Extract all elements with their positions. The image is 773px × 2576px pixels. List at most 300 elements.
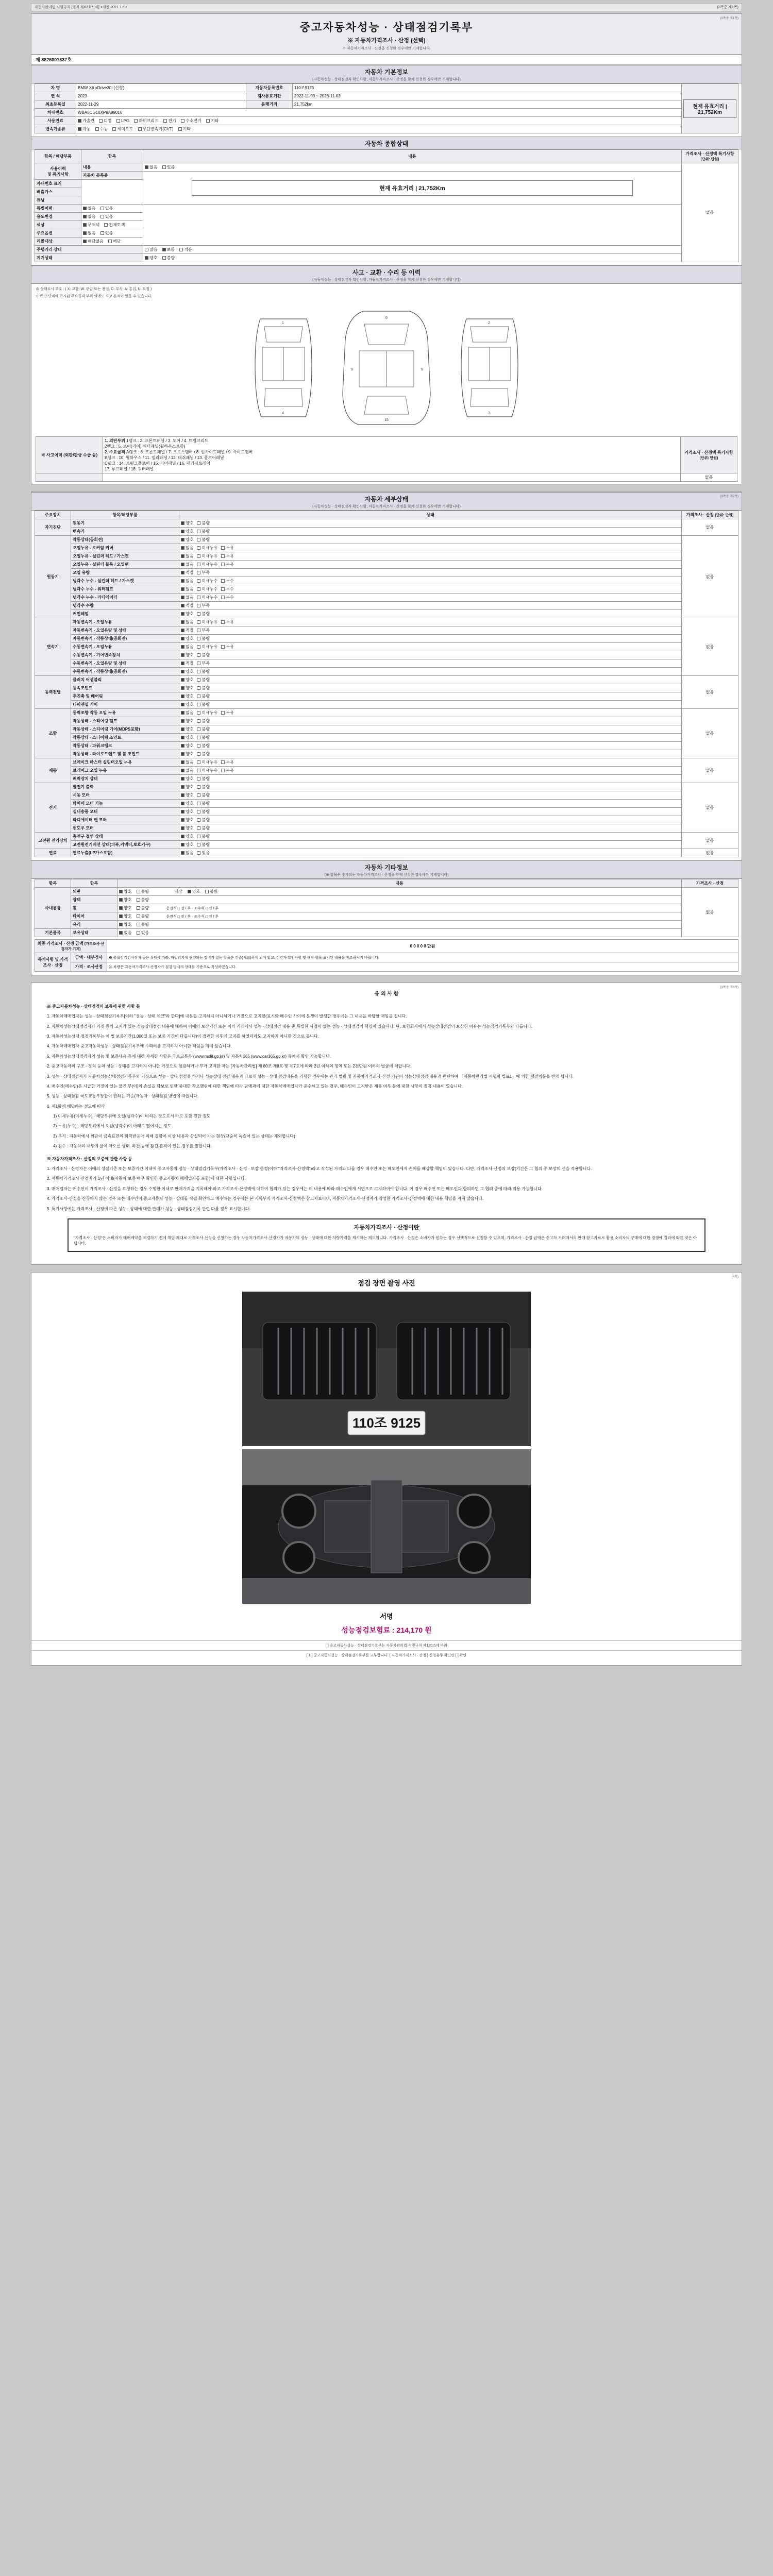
checkbox-icon[interactable] bbox=[162, 256, 166, 260]
checkbox-icon[interactable] bbox=[197, 818, 200, 822]
opt[interactable]: 없음 bbox=[181, 553, 193, 559]
opt[interactable]: 불량 bbox=[137, 922, 149, 927]
opt[interactable]: 불량 bbox=[197, 529, 209, 534]
checkbox-icon[interactable] bbox=[197, 851, 200, 855]
opt[interactable]: 불량 bbox=[197, 677, 209, 683]
opt[interactable]: 불량 bbox=[197, 751, 209, 757]
checkbox-icon[interactable] bbox=[181, 530, 184, 533]
opt[interactable]: 불량 bbox=[197, 792, 209, 798]
checkbox-icon[interactable] bbox=[181, 777, 184, 781]
detail-item-options bbox=[179, 833, 682, 841]
opt[interactable]: 양호 bbox=[119, 889, 131, 894]
opt[interactable]: 미세누수 bbox=[197, 595, 217, 600]
opt[interactable]: 양호 bbox=[181, 693, 193, 699]
opt[interactable]: 양호 bbox=[181, 726, 193, 732]
opt[interactable]: 양호 bbox=[181, 743, 193, 749]
checkbox-icon[interactable] bbox=[197, 521, 200, 525]
checkbox-icon[interactable] bbox=[181, 662, 184, 665]
svg-text:2: 2 bbox=[488, 321, 490, 326]
checkbox-icon[interactable] bbox=[181, 818, 184, 822]
checkbox-icon[interactable] bbox=[197, 785, 200, 789]
checkbox-icon[interactable] bbox=[197, 777, 200, 781]
checkbox-icon[interactable] bbox=[221, 760, 225, 764]
opt[interactable]: 전체도색 bbox=[104, 222, 125, 228]
section-band-etc bbox=[31, 860, 742, 879]
overall-item-label: 주요옵션 bbox=[35, 229, 81, 238]
opt[interactable]: 양호 bbox=[181, 520, 193, 526]
checkbox-icon[interactable] bbox=[108, 240, 112, 243]
checkbox-icon[interactable] bbox=[119, 906, 123, 910]
checkbox-icon[interactable] bbox=[221, 563, 225, 566]
checkbox-icon[interactable] bbox=[138, 127, 142, 131]
checkbox-icon[interactable] bbox=[197, 645, 200, 649]
checkbox-icon[interactable] bbox=[221, 645, 225, 649]
checkbox-icon[interactable] bbox=[181, 637, 184, 640]
opt[interactable]: 양호 bbox=[181, 636, 193, 641]
opt[interactable]: 양호 bbox=[119, 897, 131, 903]
opt[interactable]: 양호 bbox=[181, 842, 193, 848]
checkbox-icon[interactable] bbox=[197, 703, 200, 706]
checkbox-icon[interactable] bbox=[181, 579, 184, 583]
opt[interactable]: 부족 bbox=[197, 660, 209, 666]
opt[interactable]: 없음 bbox=[181, 562, 193, 567]
checkbox-icon[interactable] bbox=[163, 119, 167, 123]
fuel-option[interactable]: 디젤 bbox=[99, 118, 111, 124]
checkbox-icon[interactable] bbox=[181, 629, 184, 632]
checkbox-icon[interactable] bbox=[119, 914, 123, 918]
opt[interactable]: 없음 bbox=[83, 214, 95, 219]
checkbox-icon[interactable] bbox=[137, 906, 140, 910]
detail-group-name: 전기 bbox=[35, 783, 71, 833]
checkbox-icon[interactable] bbox=[181, 678, 184, 682]
detail-item-label: 브레이크 마스터 실린더오일 누유 bbox=[71, 758, 179, 767]
opt[interactable]: 양호 bbox=[181, 834, 193, 839]
opt[interactable]: 불량 bbox=[197, 537, 209, 543]
checkbox-icon[interactable] bbox=[197, 629, 200, 632]
checkbox-icon[interactable] bbox=[181, 604, 184, 607]
opt[interactable]: 없음 bbox=[181, 595, 193, 600]
overall-item-label: 자대번호 표기 bbox=[35, 180, 81, 188]
checkbox-icon[interactable] bbox=[197, 686, 200, 690]
fuel-option[interactable]: 전기 bbox=[163, 118, 176, 124]
trans-option[interactable]: 세미오토 bbox=[112, 126, 133, 132]
opt[interactable]: 보통 bbox=[162, 247, 175, 252]
opt[interactable]: 부족 bbox=[197, 603, 209, 608]
trans-option[interactable]: 기타 bbox=[178, 126, 191, 132]
checkbox-icon[interactable] bbox=[197, 620, 200, 624]
checkbox-icon[interactable] bbox=[197, 835, 200, 838]
opt[interactable]: 양호 bbox=[181, 685, 193, 691]
opt[interactable]: 양호 bbox=[119, 905, 131, 911]
opt[interactable]: 양호 bbox=[181, 652, 193, 658]
checkbox-icon[interactable] bbox=[119, 923, 123, 926]
checkbox-icon[interactable] bbox=[95, 127, 99, 131]
opt[interactable]: 불량 bbox=[197, 669, 209, 674]
trans-option[interactable]: 무단변속기(CVT) bbox=[138, 126, 174, 132]
checkbox-icon[interactable] bbox=[178, 127, 182, 131]
checkbox-icon[interactable] bbox=[181, 835, 184, 838]
table-row bbox=[35, 626, 738, 635]
opt[interactable]: 적음 bbox=[179, 247, 192, 252]
checkbox-icon[interactable] bbox=[119, 898, 123, 902]
opt[interactable]: 미세누유 bbox=[197, 545, 217, 551]
opt[interactable]: 불량 bbox=[197, 834, 209, 839]
checkbox-icon[interactable] bbox=[78, 119, 81, 123]
opt[interactable]: 없음 bbox=[181, 768, 193, 773]
opt[interactable]: 양호 bbox=[181, 825, 193, 831]
checkbox-icon[interactable] bbox=[83, 231, 87, 235]
opt[interactable]: 양호 bbox=[145, 255, 157, 261]
checkbox-icon[interactable] bbox=[221, 554, 225, 558]
checkbox-icon[interactable] bbox=[119, 890, 123, 893]
checkbox-icon[interactable] bbox=[206, 119, 210, 123]
checkbox-icon[interactable] bbox=[181, 727, 184, 731]
checkbox-icon[interactable] bbox=[197, 670, 200, 673]
opt[interactable]: 적정 bbox=[181, 628, 193, 633]
checkbox-icon[interactable] bbox=[181, 686, 184, 690]
checkbox-icon[interactable] bbox=[197, 843, 200, 846]
opt[interactable]: 불량 bbox=[197, 842, 209, 848]
overall-item-label: 용도변경 bbox=[35, 213, 81, 221]
opt[interactable]: 없음 bbox=[181, 644, 193, 650]
fuel-option[interactable]: 수소전기 bbox=[181, 118, 201, 124]
checkbox-icon[interactable] bbox=[197, 810, 200, 814]
opt[interactable]: 미세누유 bbox=[197, 768, 217, 773]
opt[interactable]: 양호 bbox=[181, 611, 193, 617]
detail-item-options bbox=[179, 808, 682, 816]
checkbox-icon[interactable] bbox=[181, 843, 184, 846]
detail-band-sub: (자동차성능 · 상태점검자 확인사항, 자동차가격조사 · 산정을 함께 신청한 경우에만 기재합니다) bbox=[312, 505, 461, 509]
opt[interactable]: 양호 bbox=[181, 669, 193, 674]
checkbox-icon[interactable] bbox=[162, 248, 166, 251]
trans-option[interactable]: 수동 bbox=[95, 126, 108, 132]
checkbox-icon[interactable] bbox=[197, 579, 200, 583]
checkbox-icon[interactable] bbox=[205, 890, 209, 893]
checkbox-icon[interactable] bbox=[197, 752, 200, 756]
checkbox-icon[interactable] bbox=[181, 554, 184, 558]
opt[interactable]: 불량 bbox=[137, 913, 149, 919]
opt[interactable]: 미세누유 bbox=[197, 619, 217, 625]
opt[interactable]: 불량 bbox=[197, 718, 209, 724]
opt[interactable]: 없음 bbox=[181, 710, 193, 716]
checkbox-icon[interactable] bbox=[100, 215, 104, 218]
fuel-option[interactable]: 기타 bbox=[206, 118, 219, 124]
opt[interactable]: 누유 bbox=[221, 759, 233, 765]
checkbox-icon[interactable] bbox=[83, 240, 87, 243]
opt[interactable]: 불량 bbox=[197, 784, 209, 790]
opt[interactable]: 불량 bbox=[197, 801, 209, 806]
opt[interactable]: 양호 bbox=[181, 792, 193, 798]
checkbox-icon[interactable] bbox=[181, 596, 184, 599]
checkbox-icon[interactable] bbox=[221, 769, 225, 772]
opt[interactable]: 없음 bbox=[181, 578, 193, 584]
checkbox-icon[interactable] bbox=[137, 914, 140, 918]
opt[interactable]: 누유 bbox=[221, 768, 233, 773]
opt[interactable]: 미세누수 bbox=[197, 578, 217, 584]
opt[interactable]: 양호 bbox=[181, 809, 193, 815]
svg-text:6: 6 bbox=[385, 316, 388, 320]
checkbox-icon[interactable] bbox=[181, 719, 184, 723]
opt[interactable]: 있음 bbox=[137, 930, 149, 936]
checkbox-icon[interactable] bbox=[134, 119, 138, 123]
checkbox-icon[interactable] bbox=[181, 752, 184, 756]
opt[interactable]: 미세누유 bbox=[197, 562, 217, 567]
opt[interactable]: 양호 bbox=[181, 801, 193, 806]
checkbox-icon[interactable] bbox=[119, 931, 123, 935]
opt[interactable]: 양호 bbox=[181, 784, 193, 790]
table-row bbox=[35, 246, 738, 254]
opt[interactable]: 부족 bbox=[197, 570, 209, 575]
basic-band-title: 자동차 기본정보 bbox=[364, 69, 409, 76]
checkbox-icon[interactable] bbox=[78, 127, 81, 131]
opt[interactable]: 양호 bbox=[181, 537, 193, 543]
checkbox-icon[interactable] bbox=[197, 744, 200, 748]
opt[interactable]: 누유 bbox=[221, 562, 233, 567]
opt[interactable]: 해당 bbox=[108, 239, 121, 244]
checkbox-icon[interactable] bbox=[116, 119, 120, 123]
opt[interactable]: 누수 bbox=[221, 586, 233, 592]
checkbox-icon[interactable] bbox=[179, 248, 183, 251]
table-row bbox=[35, 684, 738, 692]
opt[interactable]: 양호 bbox=[188, 889, 200, 894]
opt[interactable]: 많음 bbox=[145, 247, 157, 252]
opt[interactable]: 누수 bbox=[221, 578, 233, 584]
checkbox-icon[interactable] bbox=[197, 587, 200, 591]
checkbox-icon[interactable] bbox=[181, 826, 184, 830]
mileage-display: 현재 유효거리 | 21,752Km bbox=[683, 99, 736, 118]
checkbox-icon[interactable] bbox=[221, 579, 225, 583]
checkbox-icon[interactable] bbox=[181, 851, 184, 855]
opt[interactable]: 불량 bbox=[197, 520, 209, 526]
opt[interactable]: 적정 bbox=[181, 660, 193, 666]
checkbox-icon[interactable] bbox=[145, 256, 148, 260]
opt[interactable]: 양호 bbox=[181, 817, 193, 823]
checkbox-icon[interactable] bbox=[181, 670, 184, 673]
checkbox-icon[interactable] bbox=[145, 165, 148, 169]
checkbox-icon[interactable] bbox=[83, 215, 87, 218]
checkbox-icon[interactable] bbox=[83, 207, 87, 210]
checkbox-icon[interactable] bbox=[100, 231, 104, 235]
checkbox-icon[interactable] bbox=[197, 637, 200, 640]
checkbox-icon[interactable] bbox=[197, 530, 200, 533]
etc-item-tire: 타이어 bbox=[71, 912, 117, 921]
checkbox-icon[interactable] bbox=[197, 538, 200, 541]
final-price-table bbox=[35, 939, 738, 972]
checkbox-icon[interactable] bbox=[181, 538, 184, 541]
opt[interactable]: 무채색 bbox=[83, 222, 99, 228]
checkbox-icon[interactable] bbox=[197, 662, 200, 665]
opt[interactable]: 해당없음 bbox=[83, 239, 104, 244]
opt[interactable]: 불량 bbox=[197, 652, 209, 658]
checkbox-icon[interactable] bbox=[181, 571, 184, 574]
opt[interactable]: 없음 bbox=[83, 230, 95, 236]
notice-item: 4. 가격조사·산정을 신청하지 않는 경우 또는 매수인이 중고자동차 성능 · 상태를 직접 확인하고 매수하는 경우에는 본 기록부의 가격조사·산정액은 참고자료이며, 자동차가격조사·산정자가 작성한 가격조사·산정액에 대한 내용 책임을 지지 않습니다. bbox=[47, 1196, 484, 1201]
opt[interactable]: 미세누유 bbox=[197, 759, 217, 765]
opt[interactable]: 있음 bbox=[100, 214, 113, 219]
checkbox-icon[interactable] bbox=[181, 645, 184, 649]
checkbox-icon[interactable] bbox=[197, 571, 200, 574]
opt[interactable]: 양호 bbox=[181, 702, 193, 707]
opt[interactable]: 누유 bbox=[221, 619, 233, 625]
opt[interactable]: 불량 bbox=[197, 825, 209, 831]
opt[interactable]: 없음 bbox=[181, 586, 193, 592]
checkbox-icon[interactable] bbox=[221, 711, 225, 715]
checkbox-icon[interactable] bbox=[100, 207, 104, 210]
opt[interactable]: 누유 bbox=[221, 545, 233, 551]
opt[interactable]: 양호 bbox=[119, 913, 131, 919]
opt[interactable]: 불량 bbox=[197, 685, 209, 691]
opt[interactable]: 미세누수 bbox=[197, 586, 217, 592]
checkbox-icon[interactable] bbox=[104, 223, 108, 227]
checkbox-icon[interactable] bbox=[197, 546, 200, 550]
trans-option[interactable]: 자동 bbox=[78, 126, 90, 132]
checkbox-icon[interactable] bbox=[197, 694, 200, 698]
checkbox-icon[interactable] bbox=[221, 546, 225, 550]
checkbox-icon[interactable] bbox=[197, 711, 200, 715]
checkbox-icon[interactable] bbox=[197, 563, 200, 566]
checkbox-icon[interactable] bbox=[221, 587, 225, 591]
checkbox-icon[interactable] bbox=[181, 785, 184, 789]
opt[interactable]: 불량 bbox=[197, 726, 209, 732]
checkbox-icon[interactable] bbox=[188, 890, 191, 893]
checkbox-icon[interactable] bbox=[197, 760, 200, 764]
checkbox-icon[interactable] bbox=[221, 596, 225, 599]
opt[interactable]: 적정 bbox=[181, 570, 193, 575]
opt[interactable]: 있음 bbox=[100, 206, 113, 211]
checkbox-icon[interactable] bbox=[197, 826, 200, 830]
checkbox-icon[interactable] bbox=[181, 760, 184, 764]
opt[interactable]: 없음 bbox=[181, 545, 193, 551]
table-row bbox=[35, 816, 738, 824]
checkbox-icon[interactable] bbox=[181, 703, 184, 706]
checkbox-icon[interactable] bbox=[197, 604, 200, 607]
table-row bbox=[35, 205, 738, 213]
detail-item-options bbox=[179, 618, 682, 626]
etc-col-item: 항목 bbox=[71, 879, 117, 888]
checkbox-icon[interactable] bbox=[221, 620, 225, 624]
checkbox-icon[interactable] bbox=[197, 612, 200, 616]
opt[interactable]: 있음 bbox=[100, 230, 113, 236]
checkbox-icon[interactable] bbox=[181, 793, 184, 797]
opt[interactable]: 부족 bbox=[197, 628, 209, 633]
checkbox-icon[interactable] bbox=[197, 678, 200, 682]
checkbox-icon[interactable] bbox=[145, 248, 148, 251]
checkbox-icon[interactable] bbox=[181, 612, 184, 616]
checkbox-icon[interactable] bbox=[181, 119, 184, 123]
opt[interactable]: 양호 bbox=[181, 776, 193, 782]
opt[interactable]: 양호 bbox=[181, 718, 193, 724]
checkbox-icon[interactable] bbox=[181, 587, 184, 591]
checkbox-icon[interactable] bbox=[181, 802, 184, 805]
checkbox-icon[interactable] bbox=[162, 165, 166, 169]
checkbox-icon[interactable] bbox=[83, 223, 87, 227]
opt[interactable]: 누유 bbox=[221, 553, 233, 559]
checkbox-icon[interactable] bbox=[197, 802, 200, 805]
checkbox-icon[interactable] bbox=[181, 653, 184, 657]
opt[interactable]: 미세누유 bbox=[197, 553, 217, 559]
detail-item-options bbox=[179, 692, 682, 701]
opt[interactable]: 누수 bbox=[221, 595, 233, 600]
opt[interactable]: 양호 bbox=[181, 677, 193, 683]
checkbox-icon[interactable] bbox=[197, 769, 200, 772]
opt[interactable]: 불량 bbox=[197, 636, 209, 641]
opt[interactable]: 불량 bbox=[137, 889, 149, 894]
opt[interactable]: 없음 bbox=[181, 619, 193, 625]
opt[interactable]: 양호 bbox=[181, 751, 193, 757]
opt[interactable]: 불량 bbox=[162, 255, 175, 261]
checkbox-icon[interactable] bbox=[197, 719, 200, 723]
checkbox-icon[interactable] bbox=[181, 563, 184, 566]
fuel-option[interactable]: 하이브리드 bbox=[134, 118, 159, 124]
table-row bbox=[35, 651, 738, 659]
opt[interactable]: 없음 bbox=[145, 164, 157, 170]
checkbox-icon[interactable] bbox=[197, 554, 200, 558]
opt[interactable]: 양호 bbox=[181, 529, 193, 534]
checkbox-icon[interactable] bbox=[181, 711, 184, 715]
checkbox-icon[interactable] bbox=[181, 546, 184, 550]
checkbox-icon[interactable] bbox=[137, 931, 140, 935]
opt[interactable]: 불량 bbox=[137, 897, 149, 903]
checkbox-icon[interactable] bbox=[197, 793, 200, 797]
checkbox-icon[interactable] bbox=[137, 923, 140, 926]
fuel-option[interactable]: 가솔린 bbox=[78, 118, 94, 124]
detail-item-label: 자동변속기 - 오일유량 및 상태 bbox=[71, 626, 179, 635]
opt[interactable]: 미세누유 bbox=[197, 710, 217, 716]
opt[interactable]: 불량 bbox=[205, 889, 217, 894]
checkbox-icon[interactable] bbox=[181, 694, 184, 698]
checkbox-icon[interactable] bbox=[197, 596, 200, 599]
opt[interactable]: 없음 bbox=[181, 850, 193, 856]
opt[interactable]: 있음 bbox=[162, 164, 175, 170]
opt[interactable]: 양호 bbox=[119, 922, 131, 927]
checkbox-icon[interactable] bbox=[181, 736, 184, 739]
opt[interactable]: 불량 bbox=[197, 611, 209, 617]
opt[interactable]: 불량 bbox=[197, 693, 209, 699]
checkbox-icon[interactable] bbox=[181, 620, 184, 624]
table-row bbox=[35, 791, 738, 800]
opt[interactable]: 없음 bbox=[119, 930, 131, 936]
opt[interactable]: 없음 bbox=[181, 759, 193, 765]
fuel-option[interactable]: LPG bbox=[116, 118, 129, 123]
checkbox-icon[interactable] bbox=[181, 521, 184, 525]
value-vin: WBA5CG10XP9A99016 bbox=[76, 109, 682, 117]
opt[interactable]: 불량 bbox=[197, 735, 209, 740]
opt[interactable]: 불량 bbox=[197, 817, 209, 823]
opt[interactable]: 적정 bbox=[181, 603, 193, 608]
opt[interactable]: 불량 bbox=[197, 776, 209, 782]
checkbox-icon[interactable] bbox=[197, 727, 200, 731]
opt[interactable]: 있음 bbox=[197, 850, 209, 856]
checkbox-icon[interactable] bbox=[181, 810, 184, 814]
checkbox-icon[interactable] bbox=[181, 744, 184, 748]
opt[interactable]: 누유 bbox=[221, 644, 233, 650]
checkbox-icon[interactable] bbox=[112, 127, 116, 131]
opt[interactable]: 누유 bbox=[221, 710, 233, 716]
checkbox-icon[interactable] bbox=[197, 653, 200, 657]
opt[interactable]: 불량 bbox=[137, 905, 149, 911]
opt[interactable]: 미세누유 bbox=[197, 644, 217, 650]
checkbox-icon[interactable] bbox=[197, 736, 200, 739]
checkbox-icon[interactable] bbox=[137, 898, 140, 902]
checkbox-icon[interactable] bbox=[181, 769, 184, 772]
opt[interactable]: 불량 bbox=[197, 743, 209, 749]
opt[interactable]: 불량 bbox=[197, 702, 209, 707]
checkbox-icon[interactable] bbox=[99, 119, 103, 123]
opt[interactable]: 양호 bbox=[181, 735, 193, 740]
checkbox-icon[interactable] bbox=[137, 890, 140, 893]
opt[interactable]: 없음 bbox=[83, 206, 95, 211]
opt[interactable]: 불량 bbox=[197, 809, 209, 815]
